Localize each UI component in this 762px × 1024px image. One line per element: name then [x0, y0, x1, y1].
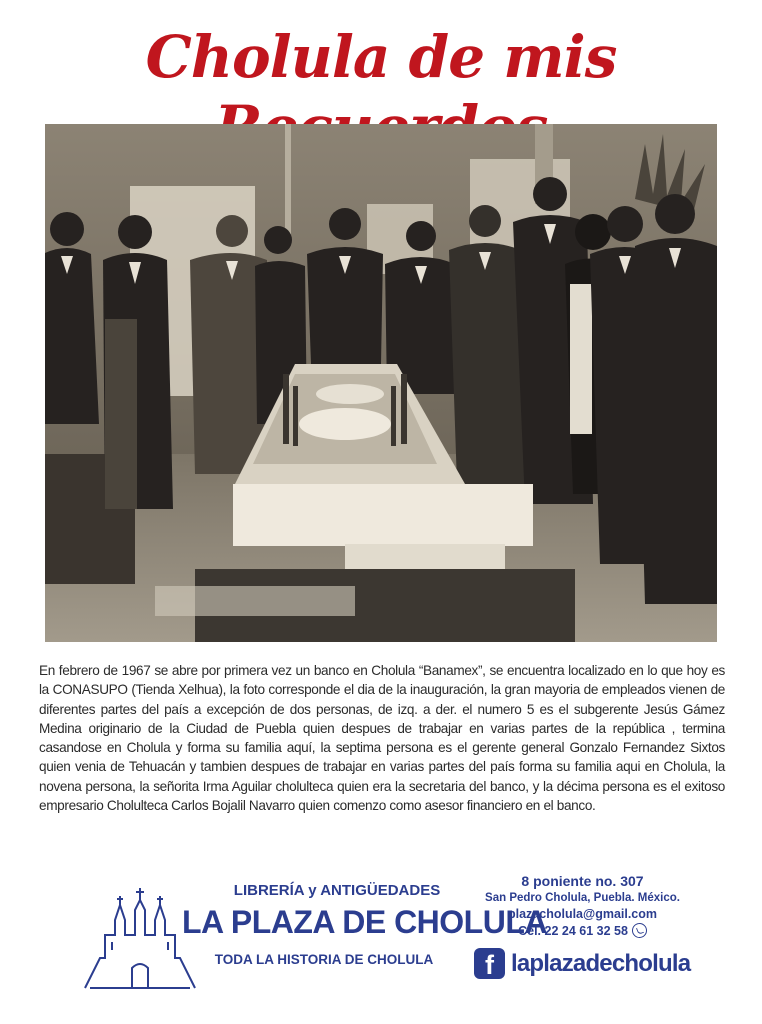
facebook-handle: laplazadecholula [511, 949, 691, 977]
photo-caption: En febrero de 1967 se abre por primera vez un banco en Cholula “Banamex”, se encuentra localizado en lo que hoy es la CONASUPO (Tienda Xelhua), la foto corresponde el dia de la inauguración, la gran mayoria de empleados vienen de diferentes partes del país a excepción de dos personas, de izq. a der. el numero 5 es el subgerente Jesús Gámez Medina originario de la Ciudad de Puebla quien despues de trabajar en varias partes de la república , termina casandose en Cholula y forma su familia aquí, la septima persona es el gerente general Gonzalo Fernandez Sixtos quien venia de Tehuacán y tambien despues de trabajar en varias partes del país forma su familia aqui en Cholula, la novena persona, la señorita Irma Aguilar cholulteca quien era la secretaria del banco, y la décima persona es el exitoso empresario Cholulteca Carlos Bojalil Navarro quien comenzo como asesor financiero en el banco. [39, 663, 725, 814]
address-line-2: San Pedro Cholula, Puebla. México. [485, 892, 680, 904]
facebook-link[interactable] [474, 948, 690, 982]
contact-block [470, 872, 695, 940]
address-line-1: 8 poniente no. 307 [521, 873, 644, 889]
store-name: LA PLAZA DE CHOLULA [182, 904, 547, 940]
photo-illustration [45, 124, 717, 642]
phone-number[interactable] [470, 923, 695, 940]
whatsapp-icon [632, 923, 647, 938]
store-footer [0, 860, 762, 1010]
facebook-icon: f [474, 948, 505, 979]
page-title: Cholula de mis [145, 23, 617, 91]
store-subtitle: TODA LA HISTORIA DE CHOLULA [214, 952, 434, 967]
store-tagline: LIBRERÍA y ANTIGÜEDADES [233, 882, 441, 899]
phone-label: Cel. 22 24 61 32 58 [518, 924, 628, 938]
email-address[interactable]: plazacholula@gmail.com [507, 907, 658, 921]
historic-photo [45, 124, 717, 642]
